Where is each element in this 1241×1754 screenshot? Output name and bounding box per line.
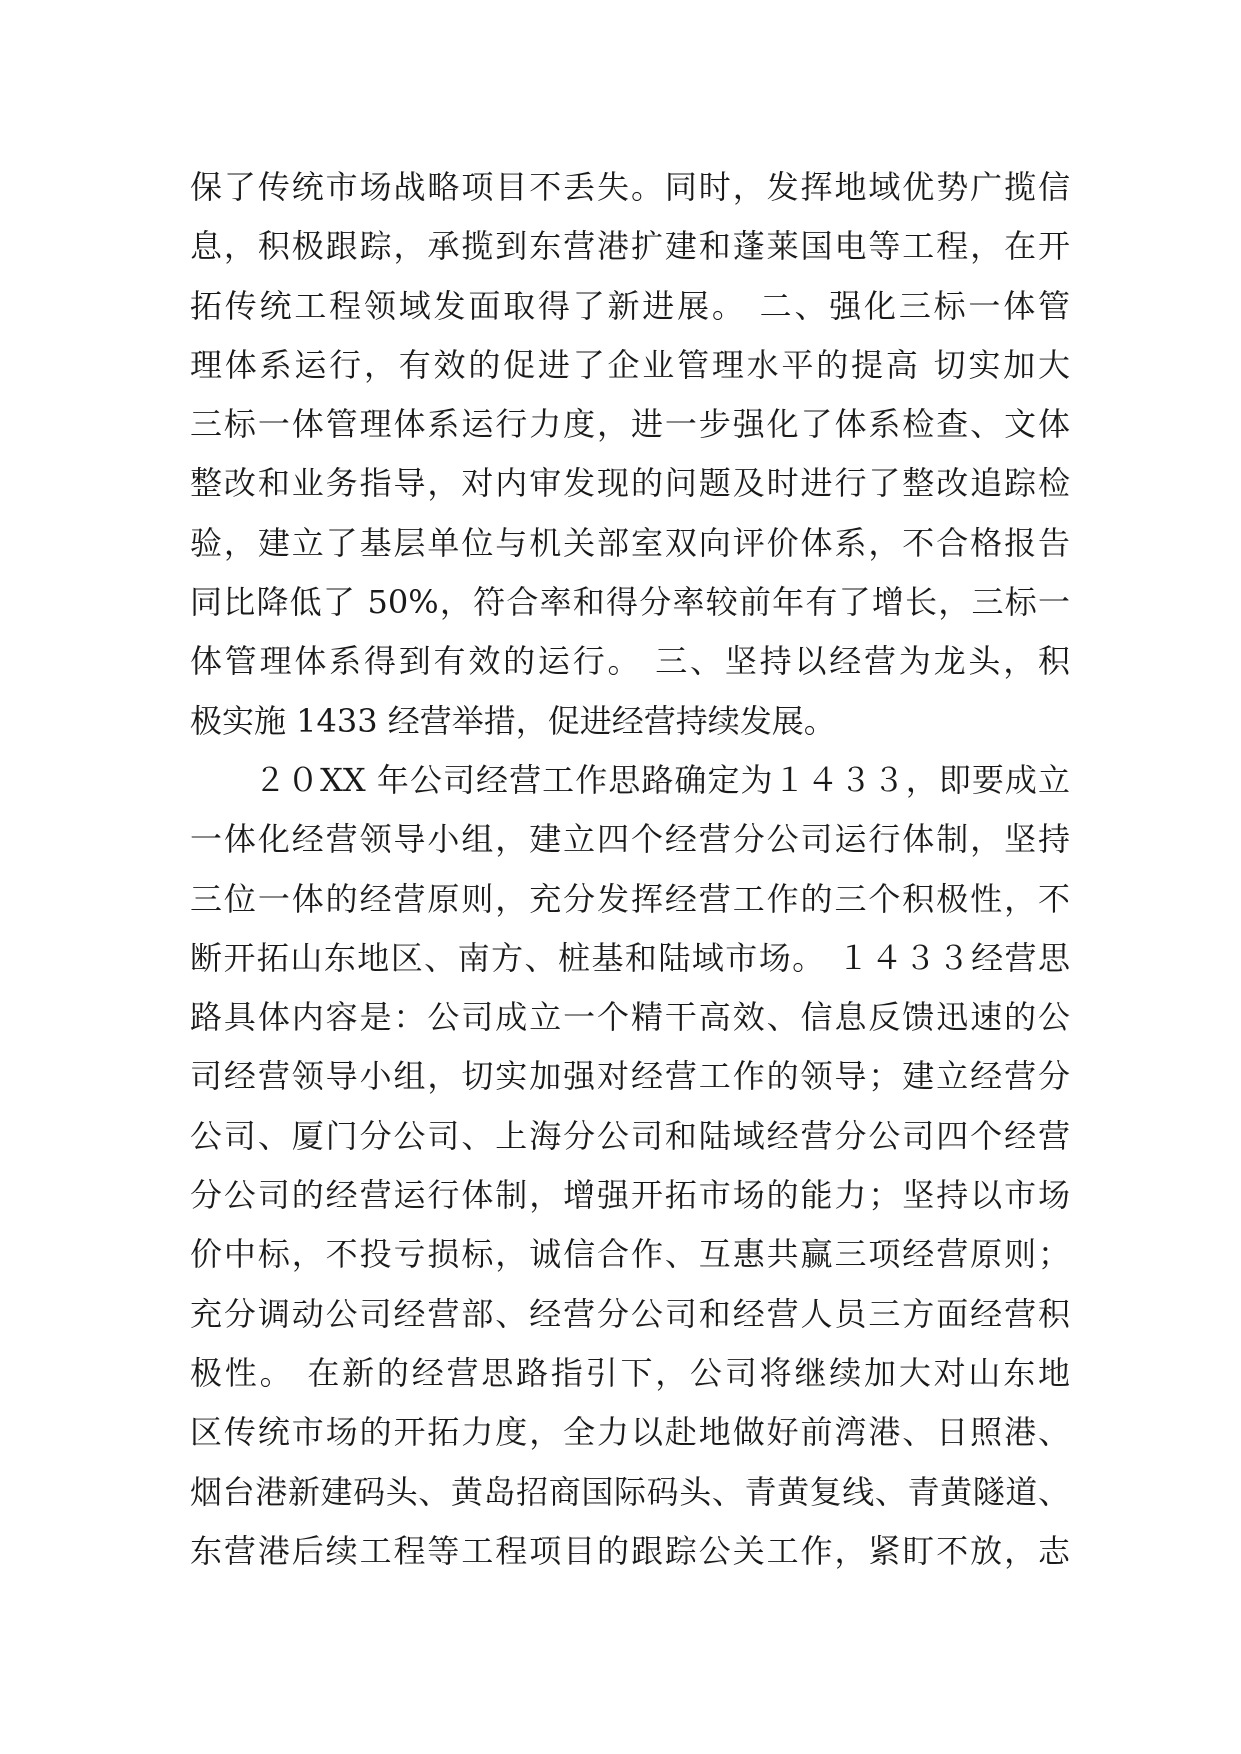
text-line: 体管理体系得到有效的运行。 三、坚持以经营为龙头，积 bbox=[190, 642, 1070, 681]
text-line: 保了传统市场战略项目不丢失。同时，发挥地域优势广揽信 bbox=[190, 168, 1070, 206]
paragraph-2 bbox=[190, 751, 1070, 1581]
text-line: ２０XX 年公司经营工作思路确定为１４３３，即要成立 bbox=[254, 760, 1070, 799]
text-line: 司经营领导小组，切实加强对经营工作的领导；建立经营分 bbox=[190, 1057, 1070, 1096]
text-line: 极实施 1433 经营举措，促进经营持续发展。 bbox=[190, 701, 836, 740]
text-line: 路具体内容是：公司成立一个精干高效、信息反馈迅速的公 bbox=[190, 998, 1070, 1037]
document-body bbox=[190, 158, 1070, 1581]
text-line: 充分调动公司经营部、经营分公司和经营人员三方面经营积 bbox=[190, 1294, 1070, 1333]
text-line: 东营港后续工程等工程项目的跟踪公关工作，紧盯不放，志 bbox=[190, 1531, 1070, 1570]
text-line: 一体化经营领导小组，建立四个经营分公司运行体制，坚持 bbox=[190, 820, 1070, 859]
text-line: 拓传统工程领域发面取得了新进展。 二、强化三标一体管 bbox=[190, 286, 1070, 325]
text-line: 价中标，不投亏损标，诚信合作、互惠共赢三项经营原则； bbox=[190, 1235, 1070, 1274]
text-line: 烟台港新建码头、黄岛招商国际码头、青黄复线、青黄隧道、 bbox=[190, 1472, 1070, 1511]
text-line: 断开拓山东地区、南方、桩基和陆域市场。 １４３３经营思 bbox=[190, 938, 1070, 977]
text-line: 同比降低了 50%，符合率和得分率较前年有了增长，三标一 bbox=[190, 583, 1070, 622]
text-line: 公司、厦门分公司、上海分公司和陆域经营分公司四个经营 bbox=[190, 1116, 1070, 1155]
text-line: 三标一体管理体系运行力度，进一步强化了体系检查、文体 bbox=[190, 405, 1070, 444]
paragraph-1 bbox=[190, 158, 1070, 751]
text-line: 分公司的经营运行体制，增强开拓市场的能力；坚持以市场 bbox=[190, 1176, 1070, 1215]
text-line: 整改和业务指导，对内审发现的问题及时进行了整改追踪检 bbox=[190, 464, 1070, 503]
text-line: 息，积极跟踪，承揽到东营港扩建和蓬莱国电等工程，在开 bbox=[190, 227, 1070, 266]
text-line: 理体系运行，有效的促进了企业管理水平的提高 切实加大 bbox=[190, 345, 1070, 384]
text-line: 区传统市场的开拓力度，全力以赴地做好前湾港、日照港、 bbox=[190, 1413, 1070, 1452]
text-line: 验，建立了基层单位与机关部室双向评价体系，不合格报告 bbox=[190, 523, 1070, 562]
text-line: 三位一体的经营原则，充分发挥经营工作的三个积极性，不 bbox=[190, 879, 1070, 918]
text-line: 极性。 在新的经营思路指引下，公司将继续加大对山东地 bbox=[190, 1353, 1070, 1392]
